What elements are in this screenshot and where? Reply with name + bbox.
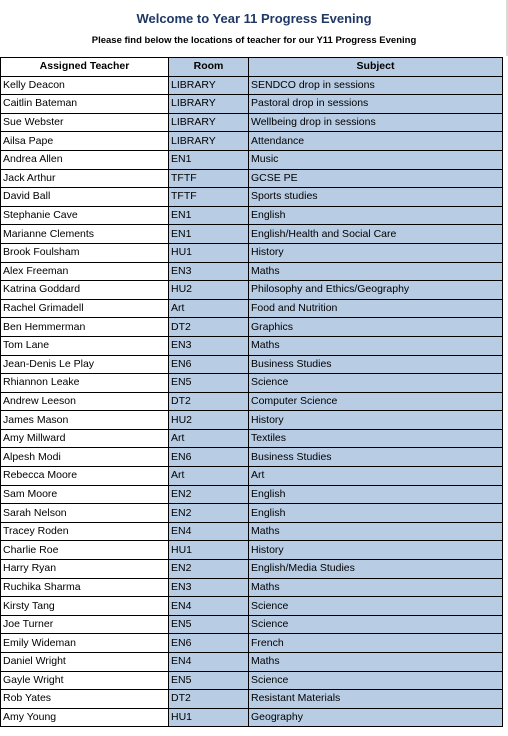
subject-cell[interactable]: Textiles bbox=[249, 429, 503, 448]
subject-cell[interactable]: Maths bbox=[249, 653, 503, 672]
room-cell[interactable]: EN5 bbox=[169, 615, 249, 634]
subject-cell[interactable]: English bbox=[249, 206, 503, 225]
teacher-table-container bbox=[0, 57, 503, 727]
room-cell[interactable]: EN6 bbox=[169, 448, 249, 467]
teacher-cell[interactable]: Andrea Allen bbox=[1, 150, 169, 169]
teacher-cell[interactable]: David Ball bbox=[1, 188, 169, 207]
teacher-cell[interactable]: Stephanie Cave bbox=[1, 206, 169, 225]
table-row bbox=[1, 578, 503, 597]
table-row bbox=[1, 76, 503, 95]
subject-cell[interactable]: Geography bbox=[249, 708, 503, 727]
room-cell[interactable]: TFTF bbox=[169, 169, 249, 188]
room-cell[interactable]: EN2 bbox=[169, 560, 249, 579]
subject-cell[interactable]: Maths bbox=[249, 336, 503, 355]
teacher-cell[interactable]: James Mason bbox=[1, 411, 169, 430]
room-cell[interactable]: Art bbox=[169, 429, 249, 448]
table-row bbox=[1, 522, 503, 541]
teacher-cell[interactable]: Jack Arthur bbox=[1, 169, 169, 188]
subject-cell[interactable]: Maths bbox=[249, 522, 503, 541]
subject-cell[interactable]: French bbox=[249, 634, 503, 653]
subject-cell[interactable]: Graphics bbox=[249, 318, 503, 337]
room-cell[interactable]: DT2 bbox=[169, 318, 249, 337]
subject-cell[interactable]: English bbox=[249, 485, 503, 504]
subject-cell[interactable]: SENDCO drop in sessions bbox=[249, 76, 503, 95]
room-cell[interactable]: EN6 bbox=[169, 634, 249, 653]
room-cell[interactable]: EN5 bbox=[169, 374, 249, 393]
subject-cell[interactable]: GCSE PE bbox=[249, 169, 503, 188]
teacher-cell[interactable]: Charlie Roe bbox=[1, 541, 169, 560]
subject-cell[interactable]: Computer Science bbox=[249, 392, 503, 411]
subject-cell[interactable]: Food and Nutrition bbox=[249, 299, 503, 318]
table-body bbox=[1, 76, 503, 727]
column-header-room[interactable]: Room bbox=[169, 58, 249, 77]
room-cell[interactable]: EN3 bbox=[169, 336, 249, 355]
subject-cell[interactable]: Maths bbox=[249, 262, 503, 281]
teacher-cell[interactable]: Amy Millward bbox=[1, 429, 169, 448]
table-row bbox=[1, 113, 503, 132]
table-row bbox=[1, 188, 503, 207]
room-cell[interactable]: EN4 bbox=[169, 597, 249, 616]
teacher-cell[interactable]: Rhiannon Leake bbox=[1, 374, 169, 393]
room-cell[interactable]: TFTF bbox=[169, 188, 249, 207]
room-cell[interactable]: EN1 bbox=[169, 225, 249, 244]
table-row bbox=[1, 169, 503, 188]
teacher-cell[interactable]: Alex Freeman bbox=[1, 262, 169, 281]
table-row bbox=[1, 541, 503, 560]
subject-cell[interactable]: Science bbox=[249, 671, 503, 690]
room-cell[interactable]: HU1 bbox=[169, 708, 249, 727]
teacher-cell[interactable]: Sue Webster bbox=[1, 113, 169, 132]
table-row bbox=[1, 597, 503, 616]
table-row bbox=[1, 392, 503, 411]
table-row bbox=[1, 485, 503, 504]
teacher-cell[interactable]: Ben Hemmerman bbox=[1, 318, 169, 337]
table-row bbox=[1, 448, 503, 467]
table-row bbox=[1, 634, 503, 653]
table-row bbox=[1, 411, 503, 430]
room-cell[interactable]: Art bbox=[169, 467, 249, 486]
room-cell[interactable]: Art bbox=[169, 299, 249, 318]
table-row bbox=[1, 132, 503, 151]
subject-cell[interactable]: English/Media Studies bbox=[249, 560, 503, 579]
table-header-row bbox=[1, 58, 503, 77]
teacher-cell[interactable]: Harry Ryan bbox=[1, 560, 169, 579]
room-cell[interactable]: LIBRARY bbox=[169, 76, 249, 95]
subject-cell[interactable]: Maths bbox=[249, 578, 503, 597]
column-header-subject[interactable]: Subject bbox=[249, 58, 503, 77]
teacher-cell[interactable]: Ruchika Sharma bbox=[1, 578, 169, 597]
table-row bbox=[1, 708, 503, 727]
subject-cell[interactable]: Attendance bbox=[249, 132, 503, 151]
room-cell[interactable]: DT2 bbox=[169, 392, 249, 411]
teacher-cell[interactable]: Katrina Goddard bbox=[1, 281, 169, 300]
room-cell[interactable]: LIBRARY bbox=[169, 95, 249, 114]
subject-cell[interactable]: English/Health and Social Care bbox=[249, 225, 503, 244]
teacher-cell[interactable]: Amy Young bbox=[1, 708, 169, 727]
teacher-cell[interactable]: Emily Wideman bbox=[1, 634, 169, 653]
room-cell[interactable]: EN2 bbox=[169, 485, 249, 504]
subject-cell[interactable]: Pastoral drop in sessions bbox=[249, 95, 503, 114]
table-row bbox=[1, 504, 503, 523]
room-cell[interactable]: HU2 bbox=[169, 411, 249, 430]
teacher-cell[interactable]: Andrew Leeson bbox=[1, 392, 169, 411]
room-cell[interactable]: EN2 bbox=[169, 504, 249, 523]
teacher-cell[interactable]: Rachel Grimadell bbox=[1, 299, 169, 318]
room-cell[interactable]: LIBRARY bbox=[169, 113, 249, 132]
room-cell[interactable]: HU1 bbox=[169, 243, 249, 262]
teacher-cell[interactable]: Gayle Wright bbox=[1, 671, 169, 690]
table-row bbox=[1, 318, 503, 337]
teacher-cell[interactable]: Kelly Deacon bbox=[1, 76, 169, 95]
table-row bbox=[1, 653, 503, 672]
subject-cell[interactable]: Science bbox=[249, 374, 503, 393]
teacher-cell[interactable]: Sam Moore bbox=[1, 485, 169, 504]
teacher-cell[interactable]: Daniel Wright bbox=[1, 653, 169, 672]
teacher-cell[interactable]: Tom Lane bbox=[1, 336, 169, 355]
subject-cell[interactable]: Sports studies bbox=[249, 188, 503, 207]
room-cell[interactable]: DT2 bbox=[169, 690, 249, 709]
subject-cell[interactable]: History bbox=[249, 541, 503, 560]
subject-cell[interactable]: History bbox=[249, 243, 503, 262]
teacher-cell[interactable]: Sarah Nelson bbox=[1, 504, 169, 523]
page-header bbox=[0, 0, 508, 56]
teacher-cell[interactable]: Jean-Denis Le Play bbox=[1, 355, 169, 374]
teacher-cell[interactable]: Caitlin Bateman bbox=[1, 95, 169, 114]
subject-cell[interactable]: Wellbeing drop in sessions bbox=[249, 113, 503, 132]
room-cell[interactable]: EN1 bbox=[169, 150, 249, 169]
table-row bbox=[1, 560, 503, 579]
table-row bbox=[1, 671, 503, 690]
table-row bbox=[1, 374, 503, 393]
subject-cell[interactable]: Business Studies bbox=[249, 355, 503, 374]
table-row bbox=[1, 336, 503, 355]
subject-cell[interactable]: History bbox=[249, 411, 503, 430]
subject-cell[interactable]: Philosophy and Ethics/Geography bbox=[249, 281, 503, 300]
teacher-cell[interactable]: Alpesh Modi bbox=[1, 448, 169, 467]
page-title: Welcome to Year 11 Progress Evening bbox=[136, 11, 372, 26]
room-cell[interactable]: EN5 bbox=[169, 671, 249, 690]
room-cell[interactable]: HU2 bbox=[169, 281, 249, 300]
teacher-cell[interactable]: Ailsa Pape bbox=[1, 132, 169, 151]
subject-cell[interactable]: Science bbox=[249, 597, 503, 616]
table-row bbox=[1, 690, 503, 709]
room-cell[interactable]: EN4 bbox=[169, 653, 249, 672]
column-header-teacher[interactable]: Assigned Teacher bbox=[1, 58, 169, 77]
room-cell[interactable]: EN4 bbox=[169, 522, 249, 541]
subject-cell[interactable]: Business Studies bbox=[249, 448, 503, 467]
teacher-cell[interactable]: Kirsty Tang bbox=[1, 597, 169, 616]
table-row bbox=[1, 150, 503, 169]
table-row bbox=[1, 243, 503, 262]
table-row bbox=[1, 281, 503, 300]
table-row bbox=[1, 467, 503, 486]
table-row bbox=[1, 95, 503, 114]
teacher-cell[interactable]: Brook Foulsham bbox=[1, 243, 169, 262]
room-cell[interactable]: HU1 bbox=[169, 541, 249, 560]
room-cell[interactable]: EN3 bbox=[169, 578, 249, 597]
table-row bbox=[1, 299, 503, 318]
table-row bbox=[1, 429, 503, 448]
room-cell[interactable]: EN1 bbox=[169, 206, 249, 225]
subject-cell[interactable]: Art bbox=[249, 467, 503, 486]
teacher-cell[interactable]: Rob Yates bbox=[1, 690, 169, 709]
table-row bbox=[1, 615, 503, 634]
teacher-cell[interactable]: Tracey Roden bbox=[1, 522, 169, 541]
teacher-locations-table bbox=[0, 57, 503, 727]
table-row bbox=[1, 355, 503, 374]
subject-cell[interactable]: Science bbox=[249, 615, 503, 634]
table-row bbox=[1, 262, 503, 281]
page-subtitle: Please find below the locations of teacher for our Y11 Progress Evening bbox=[91, 35, 417, 46]
teacher-cell[interactable]: Marianne Clements bbox=[1, 225, 169, 244]
room-cell[interactable]: LIBRARY bbox=[169, 132, 249, 151]
teacher-cell[interactable]: Rebecca Moore bbox=[1, 467, 169, 486]
table-row bbox=[1, 206, 503, 225]
subject-cell[interactable]: English bbox=[249, 504, 503, 523]
teacher-cell[interactable]: Joe Turner bbox=[1, 615, 169, 634]
room-cell[interactable]: EN6 bbox=[169, 355, 249, 374]
subject-cell[interactable]: Resistant Materials bbox=[249, 690, 503, 709]
table-row bbox=[1, 225, 503, 244]
room-cell[interactable]: EN3 bbox=[169, 262, 249, 281]
subject-cell[interactable]: Music bbox=[249, 150, 503, 169]
